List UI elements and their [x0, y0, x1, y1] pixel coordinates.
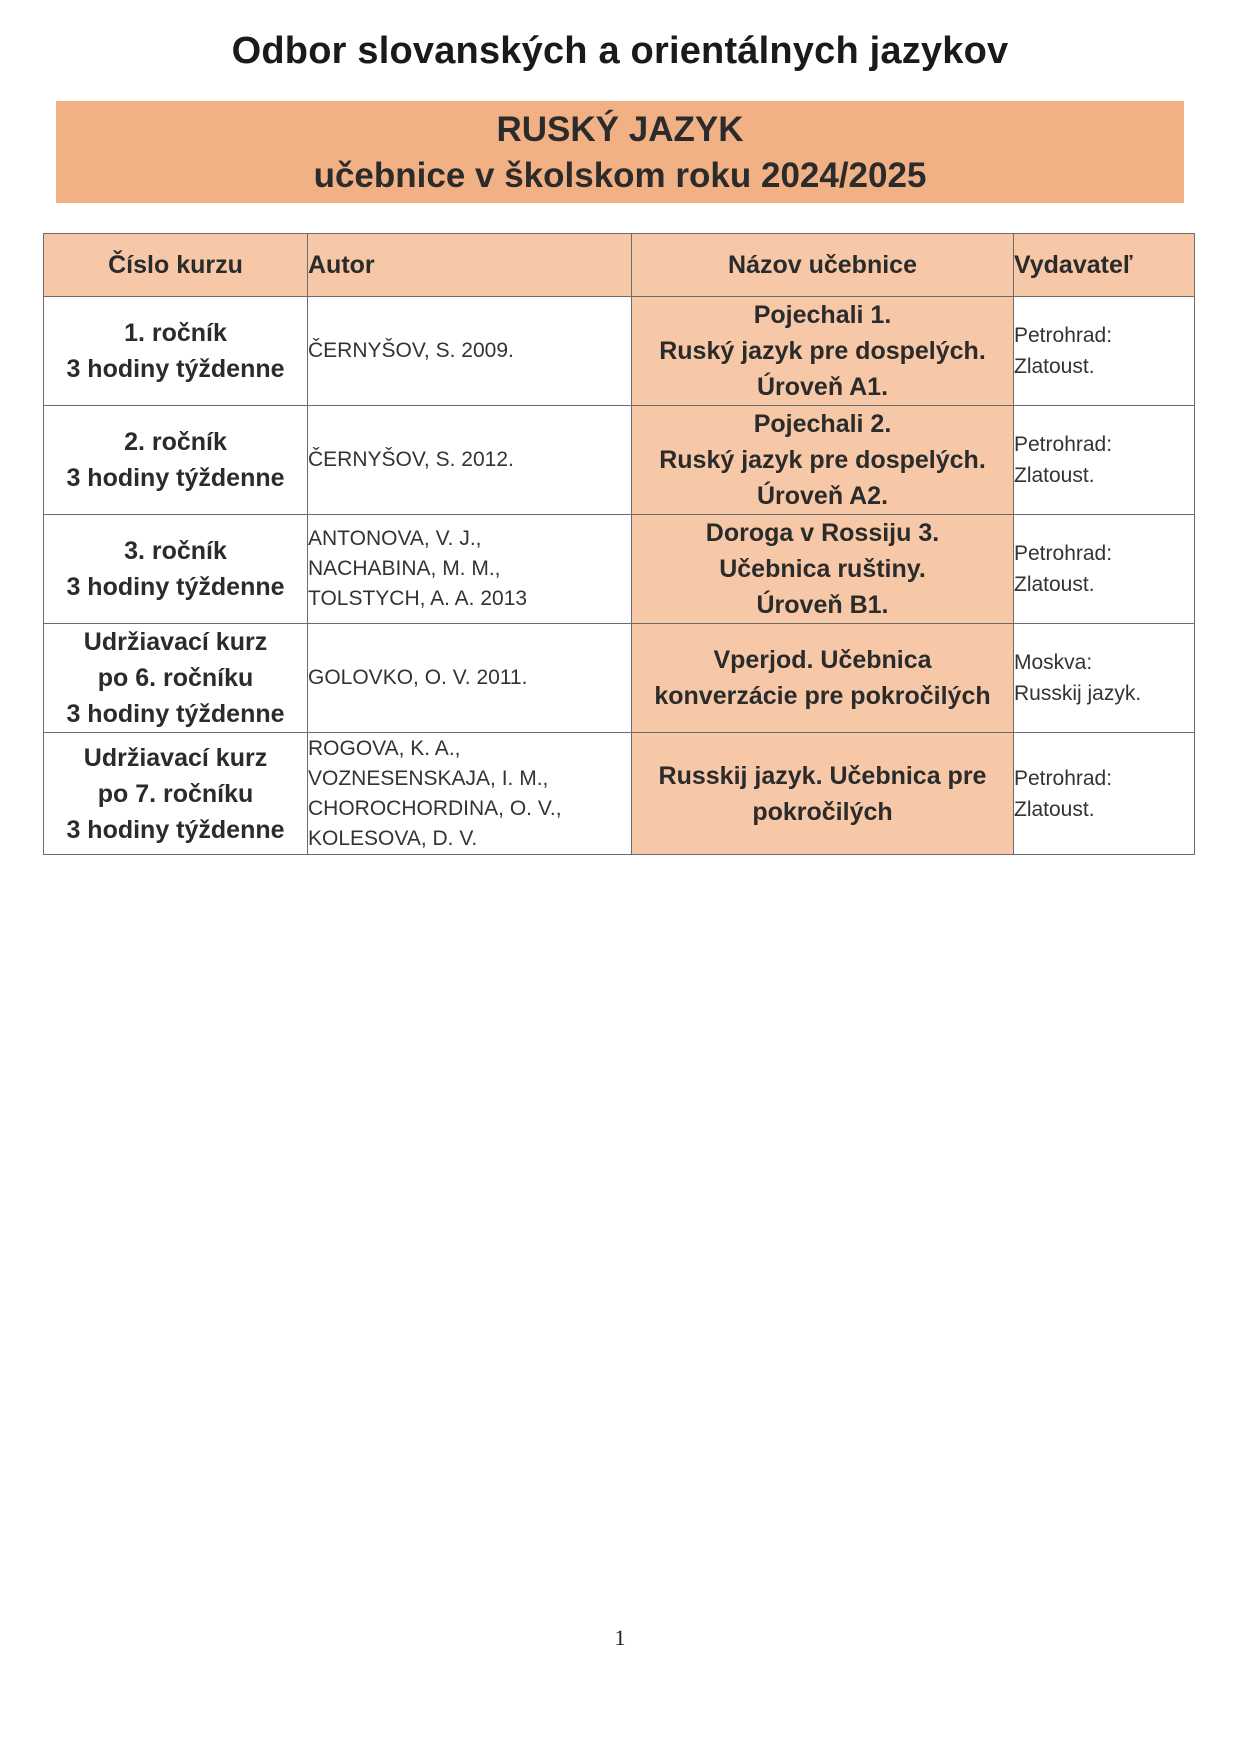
course-line: 1. ročník	[124, 319, 227, 347]
title-line: Pojechali 1.	[753, 301, 892, 329]
publisher-cell	[1014, 406, 1195, 515]
title-cell	[632, 515, 1014, 624]
title-line: Úroveň A2.	[756, 482, 889, 510]
table-row	[44, 515, 1195, 624]
course-line: po 6. ročníku	[97, 664, 254, 692]
course-cell	[44, 406, 308, 515]
title-banner	[56, 101, 1184, 203]
course-line: po 7. ročníku	[97, 779, 254, 808]
column-header-title: Názov učebnice	[632, 234, 1014, 297]
table-row	[44, 406, 1195, 515]
course-line: 3 hodiny týždenne	[66, 700, 285, 728]
author-cell	[308, 733, 632, 855]
course-cell	[44, 515, 308, 624]
title-line: Russkij jazyk. Učebnica pre	[658, 761, 987, 790]
author-cell	[308, 515, 632, 624]
title-cell	[632, 406, 1014, 515]
publisher-line: Zlatoust.	[1014, 464, 1095, 487]
course-line: 3. ročník	[124, 537, 227, 565]
author-line: TOLSTYCH, A. A. 2013	[308, 587, 528, 610]
publisher-cell	[1014, 515, 1195, 624]
title-line: Učebnica ruštiny.	[719, 555, 926, 583]
title-line: konverzácie pre pokročilých	[654, 682, 991, 710]
table-row	[44, 733, 1195, 855]
course-line: Udržiavací kurz	[83, 743, 268, 772]
column-header-author: Autor	[308, 234, 632, 297]
course-line: 3 hodiny týždenne	[66, 815, 285, 844]
course-line: Udržiavací kurz	[83, 628, 268, 656]
title-line: Ruský jazyk pre dospelých.	[659, 446, 986, 474]
author-line: ANTONOVA, V. J.,	[308, 527, 482, 550]
author-line: VOZNESENSKAJA, I. M.,	[308, 766, 549, 790]
page-heading: Odbor slovanských a orientálnych jazykov	[231, 30, 1009, 72]
table-row	[44, 624, 1195, 733]
table-header-row	[44, 234, 1195, 297]
publisher-cell	[1014, 624, 1195, 733]
course-line: 2. ročník	[124, 428, 227, 456]
author-cell	[308, 297, 632, 406]
author-line: GOLOVKO, O. V. 2011.	[308, 666, 528, 689]
publisher-line: Moskva:	[1014, 651, 1093, 674]
author-line: ROGOVA, K. A.,	[308, 736, 461, 760]
course-cell	[44, 624, 308, 733]
title-cell	[632, 733, 1014, 855]
course-line: 3 hodiny týždenne	[66, 355, 285, 383]
author-cell	[308, 624, 632, 733]
publisher-line: Petrohrad:	[1014, 542, 1113, 565]
banner-subject: RUSKÝ JAZYK	[496, 110, 744, 149]
author-line: KOLESOVA, D. V.	[308, 826, 478, 850]
author-line: ČERNYŠOV, S. 2012.	[308, 448, 514, 471]
course-line: 3 hodiny týždenne	[66, 573, 285, 601]
publisher-cell	[1014, 733, 1195, 855]
publisher-cell	[1014, 297, 1195, 406]
publisher-line: Russkij jazyk.	[1014, 682, 1142, 705]
course-cell	[44, 733, 308, 855]
publisher-line: Petrohrad:	[1014, 324, 1113, 347]
page-number: 1	[614, 1625, 626, 1650]
textbook-table	[43, 233, 1195, 855]
author-line: CHOROCHORDINA, O. V.,	[308, 796, 562, 820]
author-cell	[308, 406, 632, 515]
title-line: Doroga v Rossiju 3.	[705, 519, 940, 547]
title-line: Úroveň A1.	[756, 373, 889, 401]
column-header-course: Číslo kurzu	[44, 234, 308, 297]
publisher-line: Petrohrad:	[1014, 433, 1113, 456]
course-cell	[44, 297, 308, 406]
publisher-line: Zlatoust.	[1014, 573, 1095, 596]
title-cell	[632, 624, 1014, 733]
publisher-line: Zlatoust.	[1014, 797, 1095, 821]
title-line: Vperjod. Učebnica	[713, 646, 932, 674]
title-line: Pojechali 2.	[753, 410, 892, 438]
title-line: Ruský jazyk pre dospelých.	[659, 337, 986, 365]
title-line: pokročilých	[752, 797, 893, 826]
table-row	[44, 297, 1195, 406]
course-line: 3 hodiny týždenne	[66, 464, 285, 492]
column-header-publisher: Vydavateľ	[1014, 234, 1195, 297]
publisher-line: Petrohrad:	[1014, 766, 1113, 790]
author-line: ČERNYŠOV, S. 2009.	[308, 339, 514, 362]
banner-school-year: učebnice v školskom roku 2024/2025	[313, 156, 927, 195]
author-line: NACHABINA, M. M.,	[308, 557, 501, 580]
publisher-line: Zlatoust.	[1014, 355, 1095, 378]
title-line: Úroveň B1.	[756, 591, 889, 619]
title-cell	[632, 297, 1014, 406]
